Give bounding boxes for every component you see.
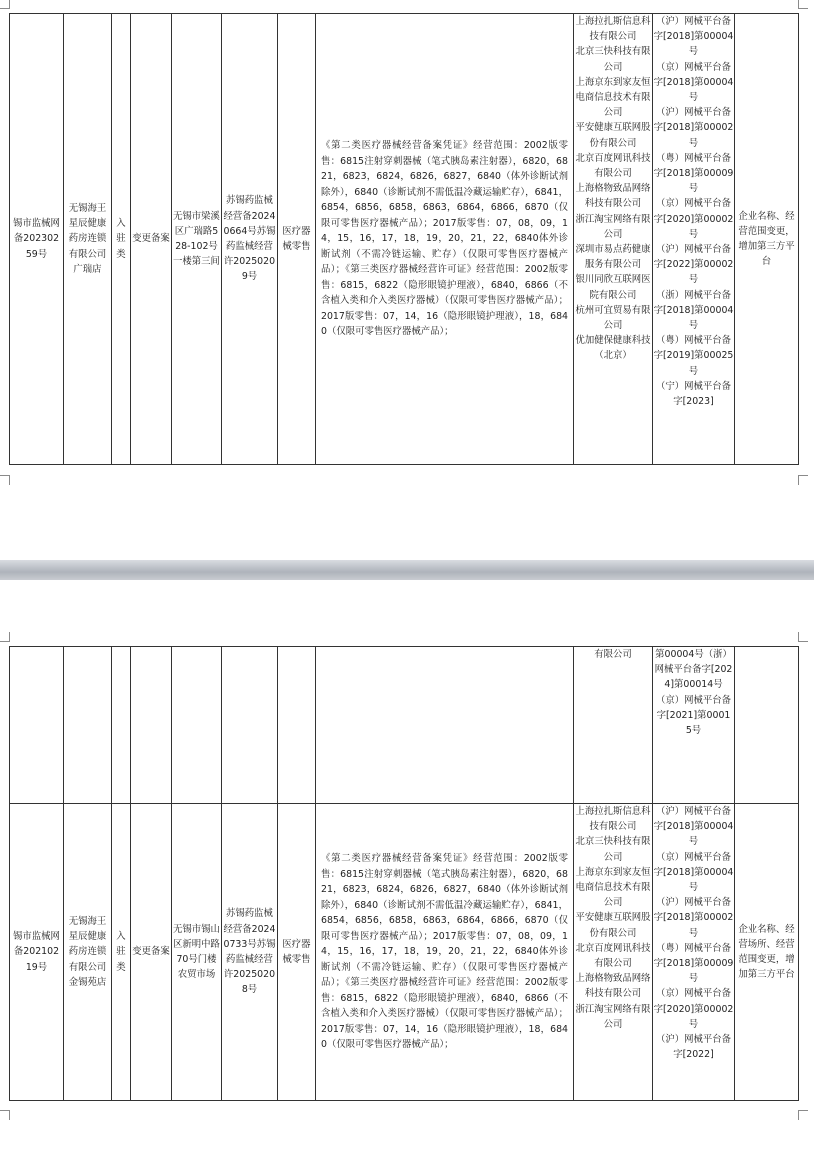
platform-name: 深圳市易点药健康服务有限公司 bbox=[575, 244, 651, 271]
crop-mark bbox=[798, 475, 808, 485]
filing-number: （粤）网械平台备字[2018]第00009号 bbox=[653, 152, 734, 195]
empty-cell bbox=[222, 647, 278, 804]
platform-name: 上海拉扎斯信息科技有限公司 bbox=[575, 806, 651, 833]
page-separator bbox=[0, 560, 814, 580]
filing-number: （沪）网械平台备字[2018]第00002号 bbox=[653, 107, 734, 149]
change-type: 变更备案 bbox=[131, 804, 172, 1101]
empty-cell bbox=[316, 647, 574, 804]
platform-name: 银川同欣互联网医院有限公司 bbox=[575, 274, 651, 301]
platform-name: 上海格物致品网络科技有限公司 bbox=[575, 183, 651, 210]
crop-mark bbox=[798, 1110, 808, 1120]
empty-cell bbox=[278, 647, 316, 804]
filing-number: （沪）网械平台备字[2018]第00004号 bbox=[653, 16, 734, 58]
remark: 企业名称、经营范围变更，增加第三方平台 bbox=[735, 14, 799, 465]
address: 无锡市梁溪区广瑞路528-102号一楼第三间 bbox=[172, 14, 222, 465]
change-type: 变更备案 bbox=[131, 14, 172, 465]
crop-mark bbox=[0, 632, 10, 642]
platform-name: 上海京东到家友恒电商信息技术有限公司 bbox=[575, 866, 651, 909]
table-row bbox=[10, 14, 799, 465]
filing-number: （沪）网械平台备字[2022]第00002号 bbox=[653, 244, 734, 286]
platform-list bbox=[574, 14, 653, 465]
crop-mark bbox=[0, 475, 10, 485]
platform-name: 北京百度网讯科技有限公司 bbox=[575, 152, 651, 180]
filing-number: （宁）网械平台备字[2023] bbox=[655, 380, 731, 408]
platform-name: 平安健康互联网股份有限公司 bbox=[575, 122, 651, 149]
filing-number: （京）网械平台备字[2020]第00002号 bbox=[653, 988, 734, 1030]
address: 无锡市锡山区新明中路70号门楼农贸市场 bbox=[172, 804, 222, 1101]
license-number: 苏锡药监械经营备20240664号苏锡药监械经营许20250209号 bbox=[222, 14, 278, 465]
platform-name: 平安健康互联网股份有限公司 bbox=[575, 912, 651, 939]
empty-cell bbox=[10, 647, 64, 804]
company-name: 无锡海王星辰健康药房连锁有限公司广瑞店 bbox=[64, 14, 112, 465]
filing-number: （京）网械平台备字[2020]第00002号 bbox=[653, 198, 734, 240]
business-scope: 《第二类医疗器械经营备案凭证》经营范围：2002版零售：6815注射穿刺器械（笔式胰岛素注射器），6820，6821，6823，6824，6826，6827，6840（体外诊断试剂除外），6840（诊断试剂不需低温冷藏运输贮存），6841，6854，6856，6858，6863，6864，6866，6870（仅限可零售医疗器械产品）；2017版零售：07，08，09，14，15，16，17，18，19，20，21，22，6840体外诊断试剂（不需冷链运输、贮存）（仅限可零售医疗器械产品）；《第三类医疗器械经营许可证》经营范围：2002版零售：6815，6822（隐形眼镜护理液），6840，6866（不含植入类和介入类医疗器械）（仅限可零售医疗器械产品）；2017版零售：07，14，16（隐形眼镜护理液），18，6840（仅限可零售医疗器械产品）； bbox=[316, 804, 574, 1101]
table-row bbox=[10, 804, 799, 1101]
platform-list bbox=[574, 804, 653, 1101]
license-number: 苏锡药监械经营备20240733号苏锡药监械经营许20250208号 bbox=[222, 804, 278, 1101]
platform-name: 北京三快科技有限公司 bbox=[575, 836, 651, 863]
filing-number: （京）网械平台备字[2018]第00004号 bbox=[653, 851, 734, 894]
filing-number: （粤）网械平台备字[2018]第00009号 bbox=[653, 942, 734, 985]
filing-number: （沪）网械平台备字[2018]第00002号 bbox=[653, 897, 734, 939]
record-number: 锡市监械网备20230259号 bbox=[10, 14, 64, 465]
record-table-page1 bbox=[9, 13, 799, 465]
platform-name: 浙江淘宝网络有限公司 bbox=[575, 213, 651, 240]
empty-cell bbox=[112, 647, 131, 804]
empty-cell bbox=[64, 647, 112, 804]
platform-name: 北京三快科技有限公司 bbox=[575, 46, 651, 73]
filing-number: 第00004号（浙）网械平台备字[2024]第00014号（京）网械平台备字[2021]第00015号 bbox=[653, 647, 735, 804]
record-number: 锡市监械网备20210219号 bbox=[10, 804, 64, 1101]
platform-filing-list bbox=[653, 804, 735, 1101]
platform-name: 杭州可宜贸易有限公司 bbox=[575, 304, 651, 332]
product-type: 医疗器械零售 bbox=[278, 14, 316, 465]
platform-name: 有限公司 bbox=[574, 647, 653, 804]
platform-name: 北京百度网讯科技有限公司 bbox=[575, 942, 651, 970]
table-row-continuation bbox=[10, 647, 799, 804]
crop-mark bbox=[798, 632, 808, 642]
filing-number: （沪）网械平台备字[2018]第00004号 bbox=[653, 806, 734, 848]
empty-cell bbox=[735, 647, 799, 804]
category: 入驻类 bbox=[112, 14, 131, 465]
empty-cell bbox=[131, 647, 172, 804]
filing-number: （浙）网械平台备字[2018]第00004号 bbox=[653, 289, 734, 332]
platform-name: 优加健保健康科技（北京） bbox=[575, 335, 651, 362]
platform-name: 上海拉扎斯信息科技有限公司 bbox=[575, 16, 651, 43]
category: 入驻类 bbox=[112, 804, 131, 1101]
product-type: 医疗器械零售 bbox=[278, 804, 316, 1101]
filing-number: （粤）网械平台备字[2019]第00025号 bbox=[653, 335, 734, 377]
platform-filing-list bbox=[653, 14, 735, 465]
company-name: 无锡海王星辰健康药房连锁有限公司金锡苑店 bbox=[64, 804, 112, 1101]
platform-name: 浙江淘宝网络有限公司 bbox=[575, 1003, 651, 1030]
business-scope: 《第二类医疗器械经营备案凭证》经营范围：2002版零售：6815注射穿刺器械（笔式胰岛素注射器），6820，6821，6823，6824，6826，6827，6840（体外诊断试剂除外），6840（诊断试剂不需低温冷藏运输贮存），6841，6854，6856，6858，6863，6864，6866，6870（仅限可零售医疗器械产品）；2017版零售：07，08，09，14，15，16，17，18，19，20，21，22，6840体外诊断试剂（不需冷链运输、贮存）（仅限可零售医疗器械产品）；《第三类医疗器械经营许可证》经营范围：2002版零售：6815，6822（隐形眼镜护理液），6840，6866（不含植入类和介入类医疗器械）（仅限可零售医疗器械产品）；2017版零售：07，14，16（隐形眼镜护理液），18，6840（仅限可零售医疗器械产品）； bbox=[316, 14, 574, 465]
crop-mark bbox=[0, 1110, 10, 1120]
remark: 企业名称、经营场所、经营范围变更，增加第三方平台 bbox=[735, 804, 799, 1101]
filing-number: （沪）网械平台备字[2022] bbox=[655, 1034, 731, 1061]
record-table-page2 bbox=[9, 646, 799, 1101]
platform-name: 上海京东到家友恒电商信息技术有限公司 bbox=[575, 76, 651, 119]
crop-mark bbox=[798, 0, 808, 9]
crop-mark bbox=[0, 0, 10, 9]
empty-cell bbox=[172, 647, 222, 804]
filing-number: （京）网械平台备字[2018]第00004号 bbox=[653, 61, 734, 104]
platform-name: 上海格物致品网络科技有限公司 bbox=[575, 973, 651, 1000]
